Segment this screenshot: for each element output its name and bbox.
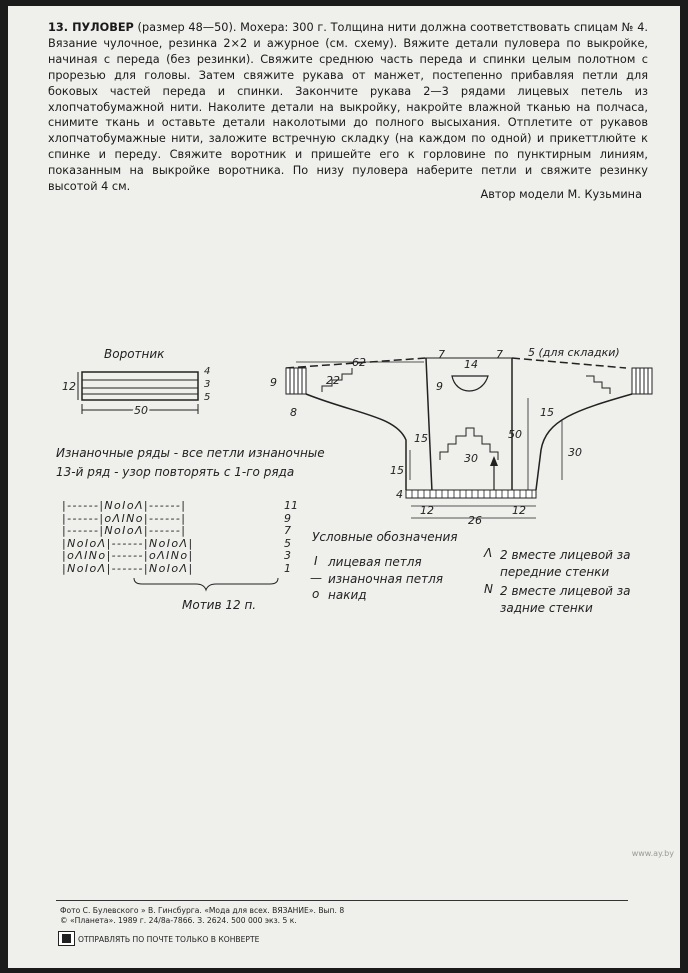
dim-7b: 7 (496, 348, 503, 361)
legend-symbol: Λ (484, 546, 493, 560)
knitting-chart (62, 499, 302, 574)
collar-dim-c: 5 (204, 392, 211, 403)
legend-text: накид (328, 588, 367, 602)
collar-dim-a: 4 (204, 366, 211, 377)
chart-note-2: 13-й ряд - узор повторять с 1-го ряда (56, 465, 295, 479)
dim-7a: 7 (438, 348, 445, 361)
dim-9a: 9 (270, 376, 277, 389)
dim-8: 8 (290, 406, 297, 419)
sweater-pattern (256, 340, 658, 526)
legend-text: 2 вместе лицевой за задние стенки (500, 584, 631, 615)
description-paragraph (48, 20, 648, 195)
chart-row: |ΝοΙοΛ|------|ΝοΙοΛ| 1 (62, 561, 291, 575)
dim-30b: 30 (568, 446, 582, 459)
motif-bracket (132, 576, 280, 594)
dim-12b: 12 (512, 504, 526, 517)
dim-30a: 30 (464, 452, 478, 465)
legend-symbol: I (314, 554, 318, 568)
footer-credits (60, 906, 344, 926)
legend-title: Условные обозначения (312, 530, 458, 544)
model-title: 13. ПУЛОВЕР (48, 21, 134, 34)
dim-15c: 15 (540, 406, 554, 419)
dim-15a: 15 (414, 432, 428, 445)
author-line: Автор модели М. Кузьмина (480, 188, 642, 201)
dim-50: 50 (508, 428, 522, 441)
page-sheet (8, 6, 680, 968)
motif-label: Мотив 12 п. (182, 598, 257, 612)
publisher-logo-icon (58, 931, 75, 946)
legend-symbol: o (312, 587, 320, 601)
footer-send-note: ОТПРАВЛЯТЬ ПО ПОЧТЕ ТОЛЬКО В КОНВЕРТЕ (78, 935, 260, 944)
dim-15b: 15 (390, 464, 404, 477)
footer-rule (56, 900, 628, 901)
dim-62: 62 (352, 356, 366, 369)
watermark: www.ay.by (631, 849, 674, 858)
dim-12a: 12 (420, 504, 434, 517)
chart-row: |οΛΙΝο|------|οΛΙΝο| 3 (62, 549, 291, 562)
collar-dim-width: 50 (134, 404, 148, 417)
dim-4: 4 (396, 488, 403, 501)
dim-9b: 9 (436, 380, 443, 393)
chart-note-1: Изнаночные ряды - все петли изнаночные (56, 446, 325, 460)
legend-symbol: Ν (484, 582, 493, 596)
collar-dim-b: 3 (204, 379, 211, 390)
chart-row: |ΝοΙοΛ|------|ΝοΙοΛ| 5 (62, 536, 291, 550)
dim-22: 22 (326, 374, 340, 387)
legend-symbol: — (310, 571, 322, 585)
dim-fold: 5 (для складки) (528, 346, 620, 359)
chart-row: |------|ΝοΙοΛ|------| 11 (62, 499, 298, 512)
dim-26: 26 (468, 514, 482, 526)
collar-dim-height: 12 (62, 380, 76, 393)
collar-title: Воротник (104, 347, 165, 361)
legend-text: 2 вместе лицевой за передние стенки (500, 548, 631, 579)
dim-14: 14 (464, 358, 478, 371)
collar-diagram (54, 342, 254, 422)
legend-text: лицевая петля (328, 555, 422, 569)
chart-row: |------|οΛΙΝο|------| 9 (62, 511, 291, 525)
footer-credit-line-2: © «Планета». 1989 г. 24/8а-7866. З. 2624. 500 000 экз. 5 к. (60, 916, 297, 925)
legend-text: изнаночная петля (328, 572, 443, 586)
chart-row: |------|ΝοΙοΛ|------| 7 (62, 524, 291, 537)
model-description: (размер 48—50). Мохера: 300 г. Толщина нити должна соответствовать спицам № 4. Вязание чулочное, резинка 2×2 и ажурное (см. схему). Вяжите детали пуловера по выкройке, начиная с переда (без резинки). Свяжите среднюю часть переда и спинки целым полотном с прорезью для головы. Затем свяжите рукава от манжет, постепенно прибавляя петли для боковых частей переда и спинки. Закончите рукава 2—3 рядами лицевых петель из хлопчатобумажной нити. Наколите детали на выкройку, накройте влажной тканью на полчаса, снимите ткань и оставьте детали наколотыми до полного высыхания. Отплетите от рукавов хлопчатобумажные нити, заложите встречную складку (на каждом по одной) и прикеттлюйте к спинке и переду. Свяжите воротник и пришейте его к горловине по пунктирным линиям, показанным на выкройке воротника. По низу пуловера наберите петли и свяжите резинку высотой 4 см. (48, 21, 648, 194)
footer-credit-line-1: Фото С. Булевского » В. Гинсбурга. «Мода для всех. ВЯЗАНИЕ». Вып. 8 (60, 906, 345, 915)
